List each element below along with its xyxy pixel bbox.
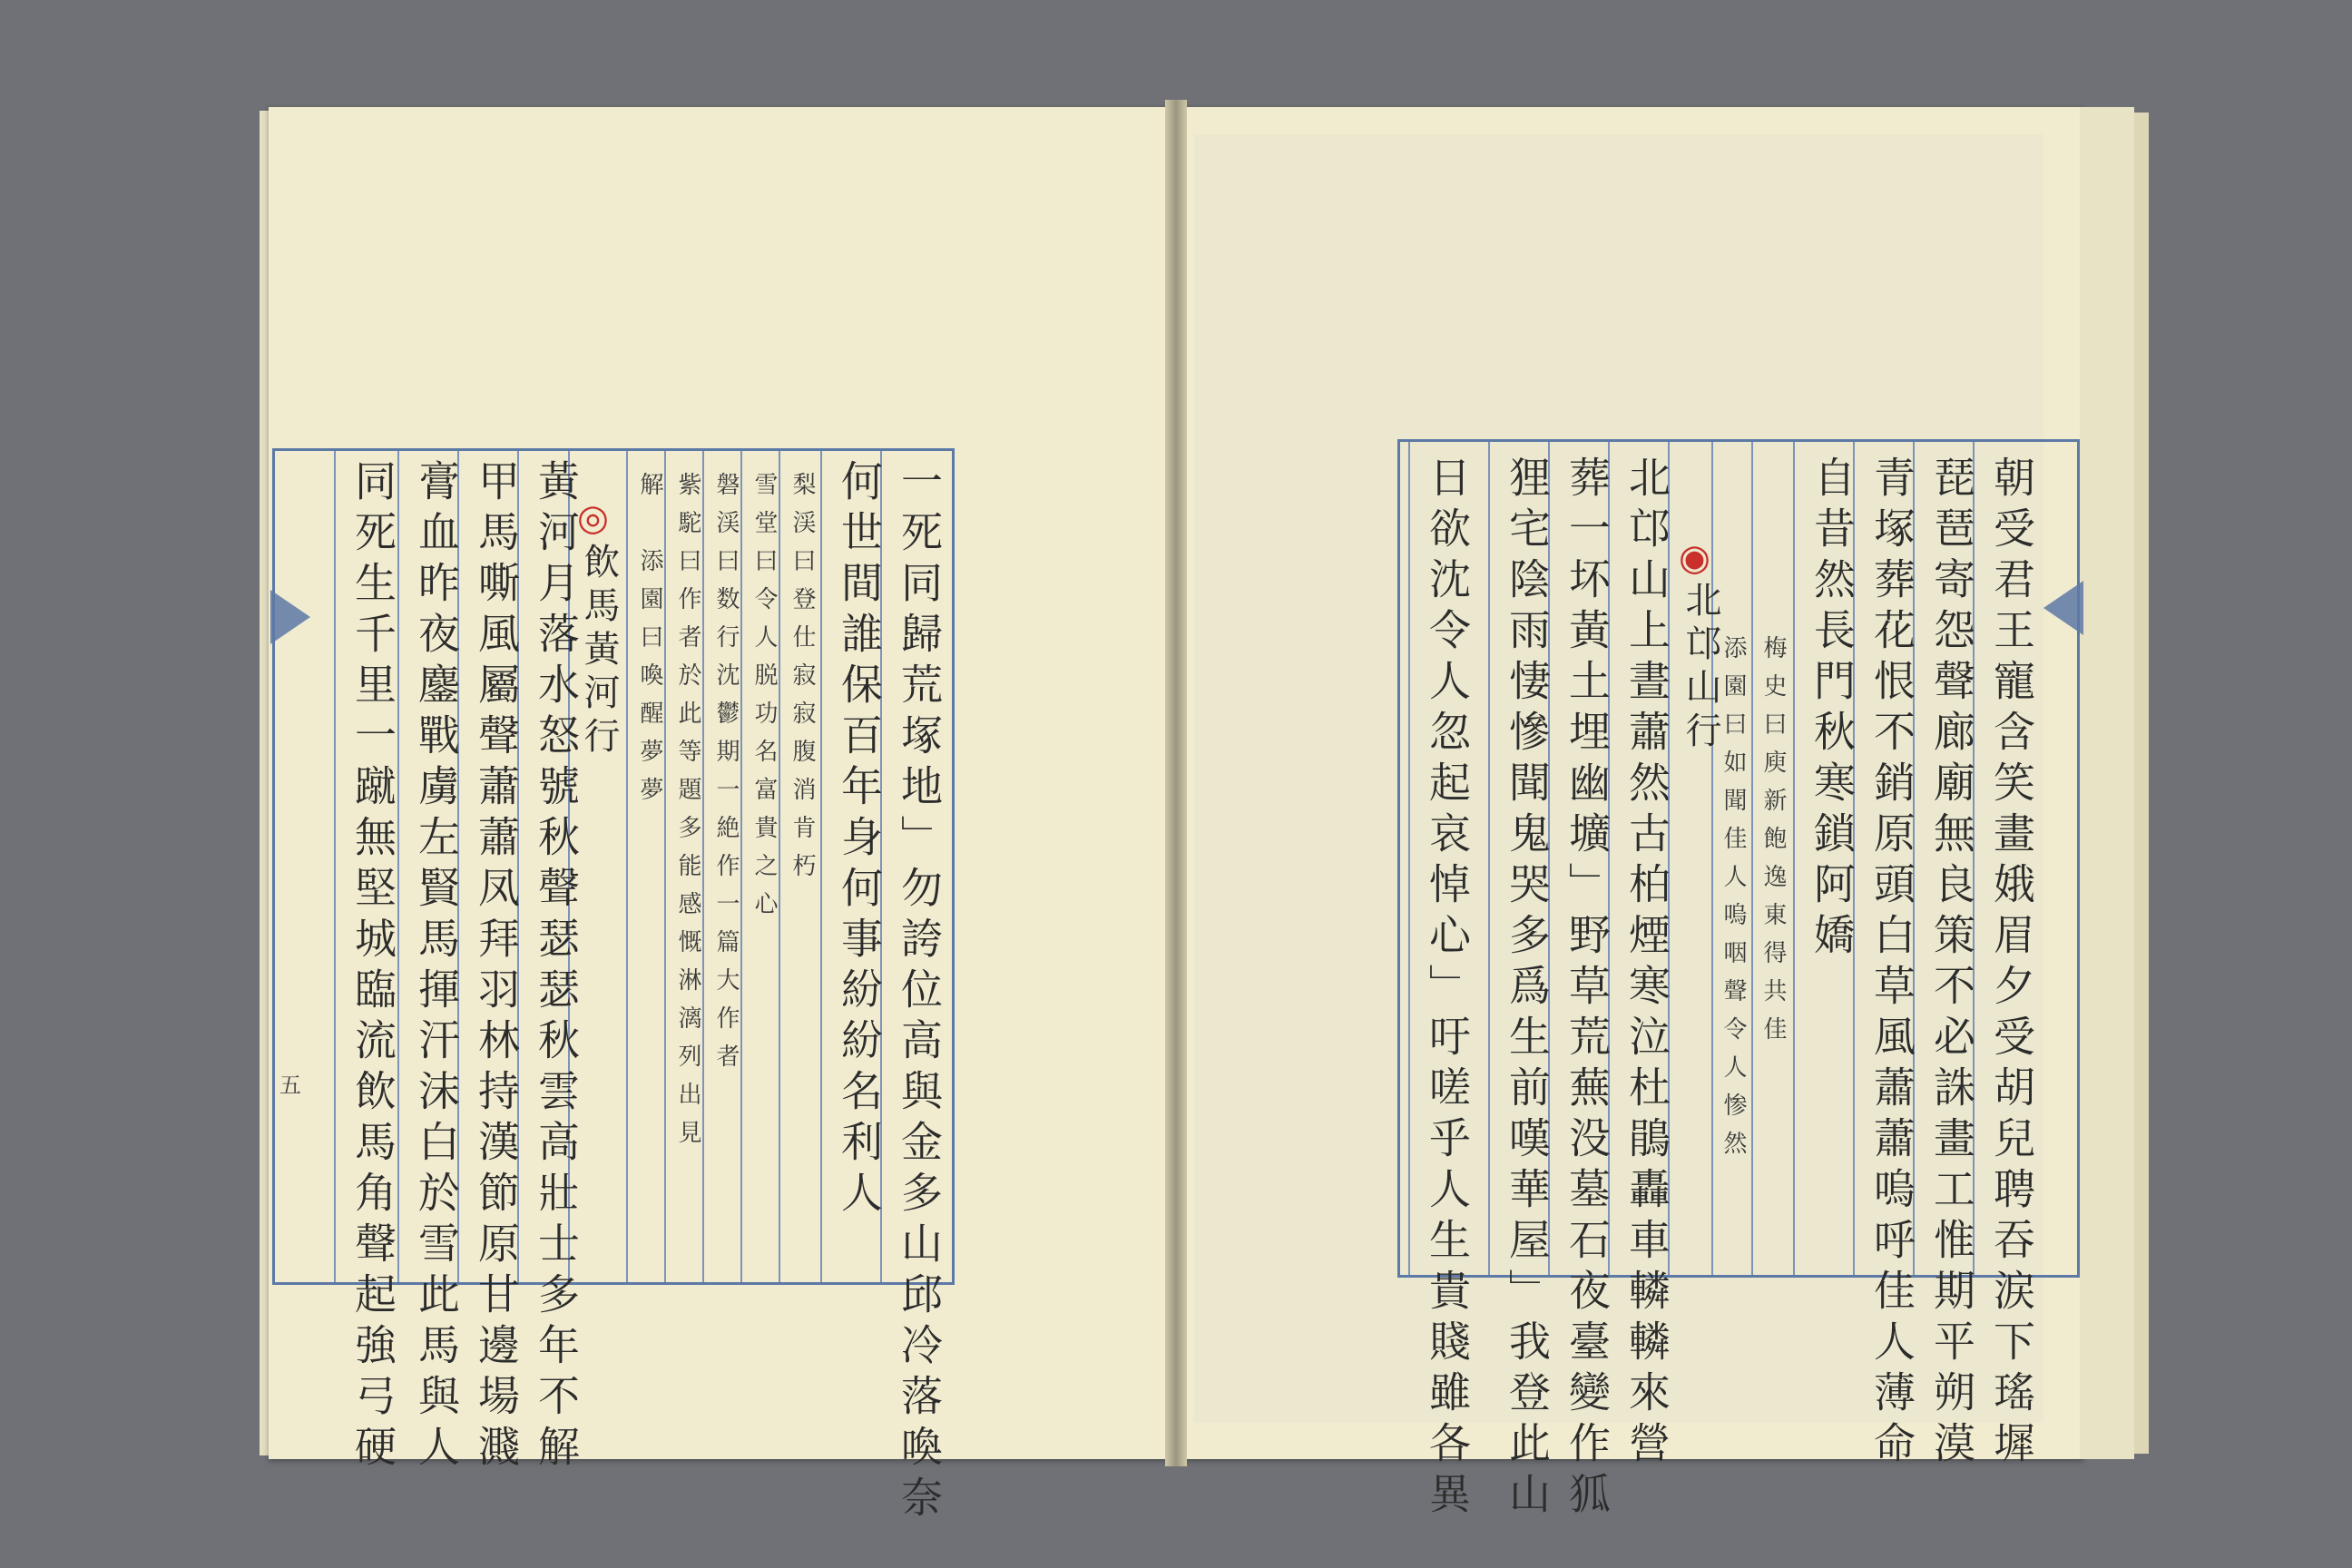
right-note-2: 添園曰如聞佳人嗚咽聲令人惨然 [1720,635,1747,1169]
left-column-6: 同死生千里一蹴無堅城臨流飲馬角聲起強弓硬 [348,459,397,1475]
right-column-2: 琵琶寄怨聲廊廟無良策不必誅畫工惟期平朔漠 [1927,456,1976,1472]
column-rule [820,451,822,1282]
column-rule [1408,442,1410,1275]
column-rule [334,451,336,1282]
column-rule [1711,442,1713,1275]
right-column-8: 日欲沈令人忽起哀悼心」吁嗟乎人生貴賤雖各異 [1423,456,1472,1523]
left-note-2: 雪堂曰令人脱功名富貴之心 [750,472,778,929]
left-column-3: 黃河月落水怒號秋聲瑟瑟秋雲高壯士多年不解 [532,459,581,1475]
right-poem-title: 北邙山行 [1680,581,1721,755]
column-rule [626,451,628,1282]
column-rule [1793,442,1795,1275]
column-rule [1751,442,1753,1275]
left-column-2: 何世間誰保百年身何事紛紛名利人 [835,459,884,1221]
left-note-5: 解 添園曰喚醒夢夢 [636,472,663,815]
left-note-4: 紫駝曰作者於此等題多能感慨淋漓列出見 [674,472,701,1158]
right-column-5: 北邙山上晝蕭然古柏煙寒泣杜鵑轟車轔轔來營 [1622,456,1671,1472]
title-marker-circle-right: ◉ [1679,537,1710,579]
column-rule [1488,442,1490,1275]
right-column-6: 葬一坏黃土埋幽壙」野草荒蕪没墓石夜臺變作狐 [1563,456,1612,1523]
left-column-4: 甲馬嘶風屬聲蕭蕭凤拜羽林持漢節原甘邊場濺 [472,459,521,1475]
left-note-3: 磐渓曰数行沈鬱期一絶作一篇大作者 [712,472,740,1082]
right-column-4: 自昔然長門秋寒鎖阿嬌 [1808,456,1857,964]
right-page-edge [2080,107,2134,1459]
right-column-3: 青塚葬花恨不銷原頭白草風蕭蕭嗚呼佳人薄命 [1867,456,1916,1472]
left-poem-title: 飲馬黃河行 [578,543,620,760]
left-column-5: 膏血昨夜鏖戰虜左賢馬揮汗沫白於雪此馬與人 [412,459,461,1475]
right-column-7: 狸宅陰雨悽慘聞鬼哭多爲生前嘆華屋」我登此山 [1503,456,1552,1523]
left-column-1: 一死同歸荒塚地」勿誇位高與金多山邱冷落喚奈 [895,459,944,1526]
right-column-1: 朝受君王寵含笑畫娥眉夕受胡兒聘吞涙下瑤墀 [1987,456,2036,1472]
left-note-1: 梨渓曰登仕寂寂腹消肯朽 [789,472,816,891]
right-page-edge-shadow [2134,113,2149,1454]
right-note-1: 梅史曰庾新飽逸東得共佳 [1759,635,1787,1054]
page-number: 五 [279,1073,301,1098]
book-gutter [1165,100,1187,1466]
title-marker-circle: ◎ [577,497,609,539]
